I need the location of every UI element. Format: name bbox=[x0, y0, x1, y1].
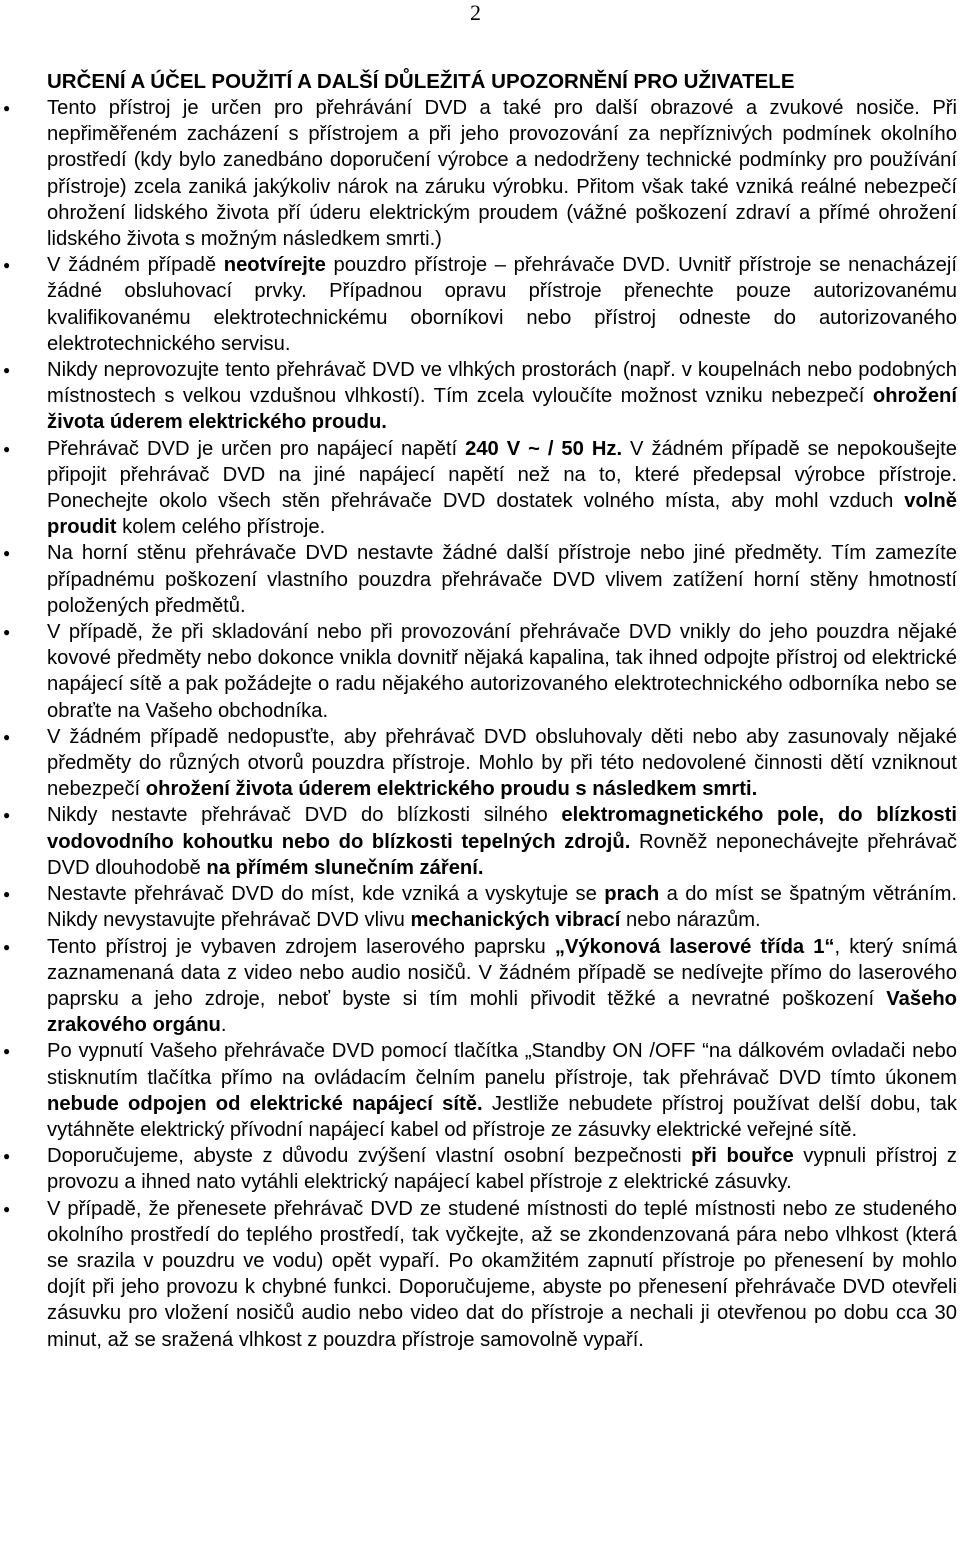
item-text: V žádném případě se nepokoušejte připojit přehrávač DVD na jiné napájecí napětí než na to, které předepsal výrobce přístroje. Ponechejte okolo všech stěn přehrávače DVD dostatek volného místa, aby mohl vzduch bbox=[47, 437, 958, 513]
emphasis-text: ohrožení života úderem elektrického proudu. bbox=[47, 385, 957, 434]
emphasis-text: „Výkonová laserové třída 1“ bbox=[554, 935, 835, 958]
item-text: pouzdro přístroje – přehrávače DVD. Uvnitř přístroje se nenacházejí žádné obsluhovací prvky. Případnou opravu přístroje přenechte pouze autorizovanému kvalifikovanému elektrotechnickému oborníkovi nebo přístroj odneste do autorizovaného elektrotechnického servisu. bbox=[47, 254, 957, 355]
emphasis-text: mechanických vibrací bbox=[410, 909, 621, 932]
document-page bbox=[0, 68, 960, 1353]
emphasis-text: 240 V ~ / 50 Hz. bbox=[465, 437, 623, 460]
emphasis-text: elektromagnetického pole, do blízkosti vodovodního kohoutku nebo do blízkosti tepelných zdrojů. bbox=[47, 804, 957, 853]
item-text: Nikdy neprovozujte tento přehrávač DVD ve vlhkých prostorách (např. v koupelnách nebo podobných místnostech s velkou vzdušnou vlhkostí). Tím zcela vyloučíte možnost vzniku nebezpečí bbox=[47, 359, 957, 408]
item-text: Rovněž neponechávejte přehrávač DVD dlouhodobě bbox=[47, 830, 957, 879]
item-text: V případě, že při skladování nebo při provozování přehrávače DVD vnikly do jeho pouzdra nějaké kovové předměty nebo dokonce vnikla dovnitř nějaká kapalina, tak ihned odpojte přístroj od elektrické napájecí sítě a pak požádejte o radu nějakého autorizovaného elektrotechnického odborníka nebo se obraťte na Vašeho obchodníka. bbox=[47, 621, 957, 722]
emphasis-text: neotvírejte bbox=[223, 254, 326, 277]
item-text: V případě, že přenesete přehrávač DVD ze studené místnosti do teplé místnosti nebo ze studeného okolního prostředí do teplého prostředí, tak vyčkejte, až se zkondenzovaná pára nebo vlhkost (která se srazila v pouzdru ve vodu) opět vypaří. Po okamžitém zapnutí přístroje po přenesení by mohlo dojít při jeho provozu k chybné funkci. Doporučujeme, abyste po přenesení přehrávače DVD otevřeli zásuvku pro vložení nosičů audio nebo video dat do přístroje a nechali ji otevřenou po dobu cca 30 minut, až se sražená vlhkost z pouzdra přístroje samovolně vypaří. bbox=[47, 1197, 957, 1351]
list-item bbox=[47, 540, 957, 619]
page-number: 2 bbox=[470, 0, 481, 25]
emphasis-text: volně proudit bbox=[47, 490, 957, 539]
item-text: Doporučujeme, abyste z důvodu zvýšení vlastní osobní bezpečnosti bbox=[47, 1145, 692, 1168]
list-item bbox=[47, 357, 957, 436]
list-item bbox=[47, 95, 957, 252]
emphasis-text: nebude odpojen od elektrické napájecí sítě. bbox=[47, 1092, 483, 1115]
item-text: V žádném případě nedopusťte, aby přehrávač DVD obsluhovaly děti nebo aby zasunovaly nějaké předměty do různých otvorů pouzdra přístroje. Mohlo by při této nedovolené činnosti dětí vzniknout nebezpečí bbox=[47, 725, 957, 801]
item-text: Nestavte přehrávač DVD do míst, kde vzniká a vyskytuje se bbox=[47, 883, 605, 906]
emphasis-text: ohrožení života úderem elektrického proudu s následkem smrti. bbox=[145, 778, 758, 801]
item-text: a do míst se špatným větráním. Nikdy nevystavujte přehrávač DVD vlivu bbox=[47, 883, 957, 932]
item-text: . bbox=[220, 1014, 227, 1037]
section-heading: URČENÍ A ÚČEL POUŽITÍ A DALŠÍ DŮLEŽITÁ UPOZORNĚNÍ PRO UŽIVATELE bbox=[47, 70, 795, 93]
item-text: Tento přístroj je vybaven zdrojem laserového paprsku bbox=[47, 935, 555, 958]
list-item bbox=[47, 252, 957, 357]
warning-list bbox=[0, 95, 960, 1353]
list-item bbox=[47, 1143, 957, 1195]
item-text: V žádném případě bbox=[47, 254, 224, 277]
emphasis-text: Vašeho zrakového orgánu bbox=[47, 987, 957, 1037]
item-text: , který snímá zaznamenaná data z video nebo audio nosičů. V žádném případě se nedívejte přímo do laserového paprsku a jeho zdroje, neboť byste si tím mohli přivodit těžké a nevratné poškození bbox=[47, 935, 957, 1010]
item-text: nebo nárazům. bbox=[620, 909, 761, 932]
emphasis-text: při bouřce bbox=[691, 1145, 794, 1168]
item-text: Jestliže nebudete přístroj používat delší dobu, tak vytáhněte elektrický přívodní napájecí kabel od přístroje ze zásuvky elektrické veřejné sítě. bbox=[47, 1092, 957, 1141]
list-item bbox=[47, 724, 957, 803]
list-item bbox=[47, 881, 957, 933]
item-text: vypnuli přístroj z provozu a ihned nato vytáhli elektrický napájecí kabel přístroje z elektrické zásuvky. bbox=[47, 1145, 957, 1194]
list-item bbox=[47, 802, 957, 881]
list-item bbox=[47, 1038, 957, 1143]
emphasis-text: prach bbox=[604, 883, 660, 906]
item-text: Tento přístroj je určen pro přehrávání DVD a také pro další obrazové a zvukové nosiče. Při nepřiměřeném zacházení s přístrojem a při jeho provozování za nepříznivých podmínek okolního prostředí (kdy bylo zanedbáno doporučení výrobce a nedodrženy technické podmínky pro používání přístroje) zcela zaniká jakýkoliv nárok na záruku výrobku. Přitom však také vzniká reálné nebezpečí ohrožení lidského života pří úderu elektrickým proudem (vážné poškození zdraví a přímé ohrožení lidského života s možným následkem smrti.) bbox=[47, 97, 957, 251]
list-item bbox=[47, 436, 957, 541]
item-text: Přehrávač DVD je určen pro napájecí napětí bbox=[47, 437, 466, 460]
item-text: Nikdy nestavte přehrávač DVD do blízkosti silného bbox=[47, 804, 562, 827]
item-text: Na horní stěnu přehrávače DVD nestavte žádné další přístroje nebo jiné předměty. Tím zamezíte případnému poškození vlastního pouzdra přehrávače DVD vlivem zatížení horní stěny hmotností položených předmětů. bbox=[47, 542, 957, 617]
item-text: Po vypnutí Vašeho přehrávače DVD pomocí tlačítka „Standby ON /OFF “na dálkovém ovladači nebo stisknutím tlačítka přímo na ovládacím čelním panelu přístroje, tak přehrávač DVD tímto úkonem bbox=[47, 1040, 957, 1089]
list-item bbox=[47, 1196, 957, 1353]
emphasis-text: na přímém slunečním záření. bbox=[206, 856, 484, 879]
list-item bbox=[47, 619, 957, 724]
list-item bbox=[47, 934, 957, 1039]
item-text: kolem celého přístroje. bbox=[116, 516, 326, 539]
